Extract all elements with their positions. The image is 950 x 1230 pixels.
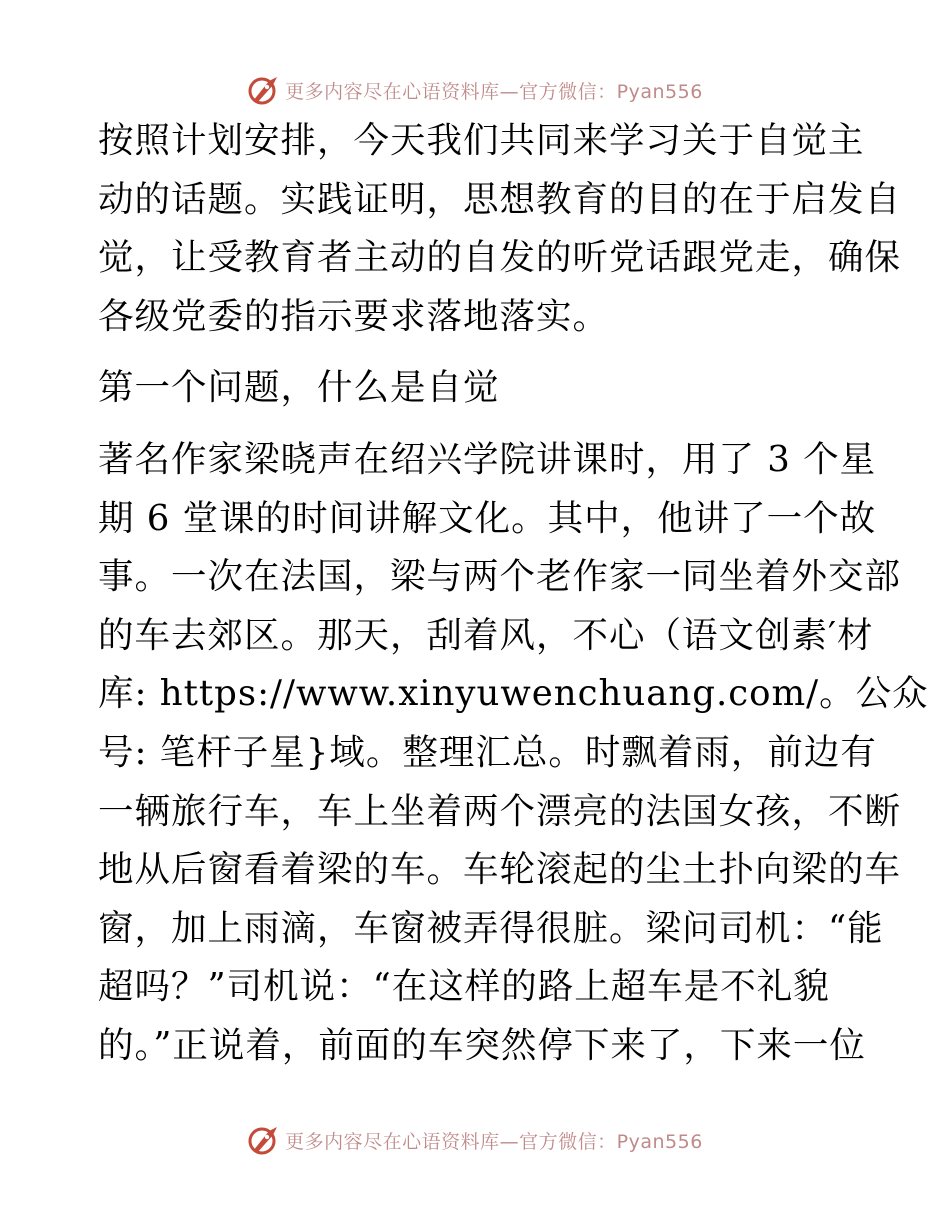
text-line: 按照计划安排，今天我们共同来学习关于自觉主	[98, 120, 865, 161]
text-line: 超吗？”司机说：“在这样的路上超车是不礼貌	[98, 966, 830, 1008]
text-line: 各级党委的指示要求落地落实。	[98, 295, 610, 337]
text-line: 动的话题。实践证明，思想教育的目的在于启发自	[98, 178, 902, 220]
paragraph-story	[98, 431, 929, 1076]
paragraph-intro	[98, 112, 902, 346]
text-line: 期 6 堂课的时间讲解文化。其中，他讲了一个故	[98, 497, 877, 539]
pen-nib-logo-icon	[247, 1123, 281, 1157]
document-body	[98, 112, 929, 1089]
text-line: 窗，加上雨滴，车窗被弄得很脏。梁问司机：“能	[98, 907, 884, 949]
text-line: 事。一次在法国，梁与两个老作家一同坐着外交部	[98, 556, 902, 598]
header-banner	[0, 70, 950, 110]
section-heading	[98, 359, 852, 418]
text-line: 地从后窗看着梁的车。车轮滚起的尘土扑向梁的车	[98, 849, 902, 891]
text-line: 的车去郊区。那天，刮着风，不心（语文创素′材	[98, 614, 874, 656]
text-line: 著名作家梁晓声在绍兴学院讲课时，用了 3 个星	[98, 438, 877, 480]
header-banner-text: 更多内容尽在心语资料库—官方微信：Pyan556	[285, 80, 703, 103]
text-line: 一辆旅行车，车上坐着两个漂亮的法国女孩，不断	[98, 790, 902, 832]
footer-banner	[0, 1120, 950, 1160]
pen-nib-logo-icon	[247, 73, 281, 107]
footer-banner-text: 更多内容尽在心语资料库—官方微信：Pyan556	[285, 1130, 703, 1153]
text-line: 觉，让受教育者主动的自发的听党话跟党走，确保	[98, 237, 902, 279]
text-line: 库: https://www.xinyuwenchuang.com/。公众	[98, 673, 929, 715]
heading-line: 第一个问题，什么是自觉	[98, 367, 500, 409]
text-line: 号: 笔杆子星}域。整理汇总。时飘着雨，前边有	[98, 731, 877, 773]
text-line: 的。”正说着，前面的车突然停下来了，下来一位	[98, 1024, 866, 1066]
